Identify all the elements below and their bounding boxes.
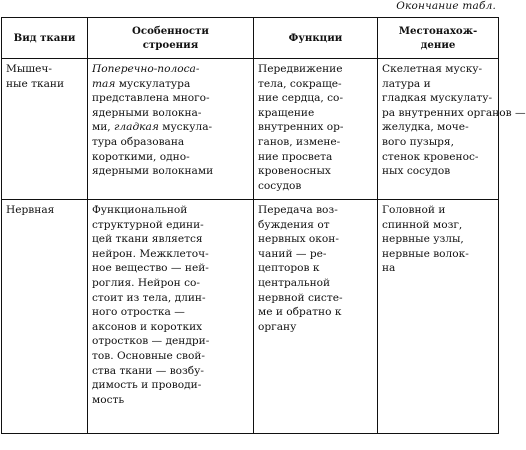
table-caption: Окончание табл. — [396, 0, 496, 12]
header-functions: Функции — [254, 18, 378, 59]
text-line: Головной и — [382, 204, 446, 216]
text-line: тура образована — [92, 135, 185, 148]
cell-functions-muscle — [254, 59, 378, 200]
cell-type-nerve — [2, 200, 88, 434]
table-row-nerve — [2, 200, 499, 434]
text-line: центральной — [258, 276, 331, 289]
header-structure-line-2: строения — [142, 39, 199, 51]
text-line: желудка, моче- — [382, 121, 469, 134]
text-line: стоит из тела, длин- — [92, 291, 206, 304]
text-line: ми, гладкая мускула- — [92, 121, 213, 134]
header-location — [378, 18, 499, 59]
text-line: структурной едини- — [92, 218, 204, 231]
text-line: внутренних ор- — [258, 121, 344, 134]
text-line: нейрон. Межклеточ- — [92, 247, 209, 260]
text-line: ного отростка — — [92, 306, 185, 319]
text-line: кровеносных — [258, 165, 331, 178]
text-line: тая мускулатура — [92, 77, 191, 90]
text-line: тела, сокраще- — [258, 77, 342, 90]
cell-type-muscle — [2, 59, 88, 200]
text-line: Передача воз- — [258, 204, 338, 216]
text-line: нервной систе- — [258, 291, 343, 304]
text-line: роглия. Нейрон со- — [92, 276, 200, 289]
text-line: отростков — дендри- — [92, 335, 210, 348]
text-line: латура и — [382, 77, 431, 90]
text-line: буждения от — [258, 218, 330, 231]
text-line: ядерными волокна- — [92, 106, 202, 119]
text-line: вого пузыря, — [382, 135, 454, 148]
text-line: стенок кровенос- — [382, 150, 479, 163]
table-header-row — [2, 18, 499, 59]
text-line: спинной мозг, — [382, 218, 463, 231]
cell-type-muscle-line-2: ные ткани — [6, 77, 65, 90]
header-location-line-1: Местонахож- — [398, 25, 478, 37]
text-line: аксонов и коротких — [92, 320, 203, 333]
text-line: на — [382, 262, 396, 275]
text-line: нервных окон- — [258, 233, 339, 246]
text-line: короткими, одно- — [92, 150, 190, 163]
text-line: цей ткани является — [92, 233, 203, 246]
header-structure-line-1: Особенности — [132, 25, 209, 37]
text-line: нервные волок- — [382, 247, 469, 260]
cell-structure-nerve — [88, 200, 254, 434]
text-line: Передвижение — [258, 63, 343, 75]
header-tissue-type: Вид ткани — [2, 18, 88, 59]
text-line: чаний — ре- — [258, 247, 327, 260]
header-location-line-2: дение — [420, 39, 456, 51]
cell-functions-nerve — [254, 200, 378, 434]
text-line: ных сосудов — [382, 165, 451, 178]
tissue-table — [1, 17, 526, 434]
text-line: представлена много- — [92, 92, 210, 105]
header-structure — [88, 18, 254, 59]
text-line: сосудов — [258, 179, 302, 192]
text-line: ние просвета — [258, 150, 333, 163]
text-line: ное вещество — ней- — [92, 262, 209, 275]
cell-type-muscle-line-1: Мышеч- — [6, 63, 52, 75]
text-line: тов. Основные свой- — [92, 349, 206, 362]
text-line: мость — [92, 393, 125, 406]
text-line: Нервная — [6, 204, 55, 216]
text-line: димость и проводи- — [92, 379, 202, 392]
text-line: органу — [258, 320, 297, 333]
text-line: ра внутренних органов — — [382, 106, 526, 119]
text-line: гладкая мускулату- — [382, 92, 493, 105]
cell-location-nerve — [378, 200, 499, 434]
text-line: ства ткани — возбу- — [92, 364, 204, 377]
text-line: ме и обратно к — [258, 306, 342, 319]
text-line: ядерными волокнами — [92, 165, 214, 178]
cell-location-muscle — [378, 59, 526, 200]
text-line: ганов, измене- — [258, 135, 341, 148]
text-line: кращение — [258, 106, 315, 119]
text-line: Функциональной — [92, 204, 188, 216]
text-line: нервные узлы, — [382, 233, 464, 246]
text-line: ние сердца, со- — [258, 92, 344, 105]
cell-structure-muscle — [88, 59, 254, 200]
table-row-muscle — [2, 59, 499, 200]
text-line: цепторов к — [258, 262, 320, 275]
text-line: Скелетная муску- — [382, 63, 483, 75]
text-line: Поперечно-полоса- — [92, 63, 200, 75]
